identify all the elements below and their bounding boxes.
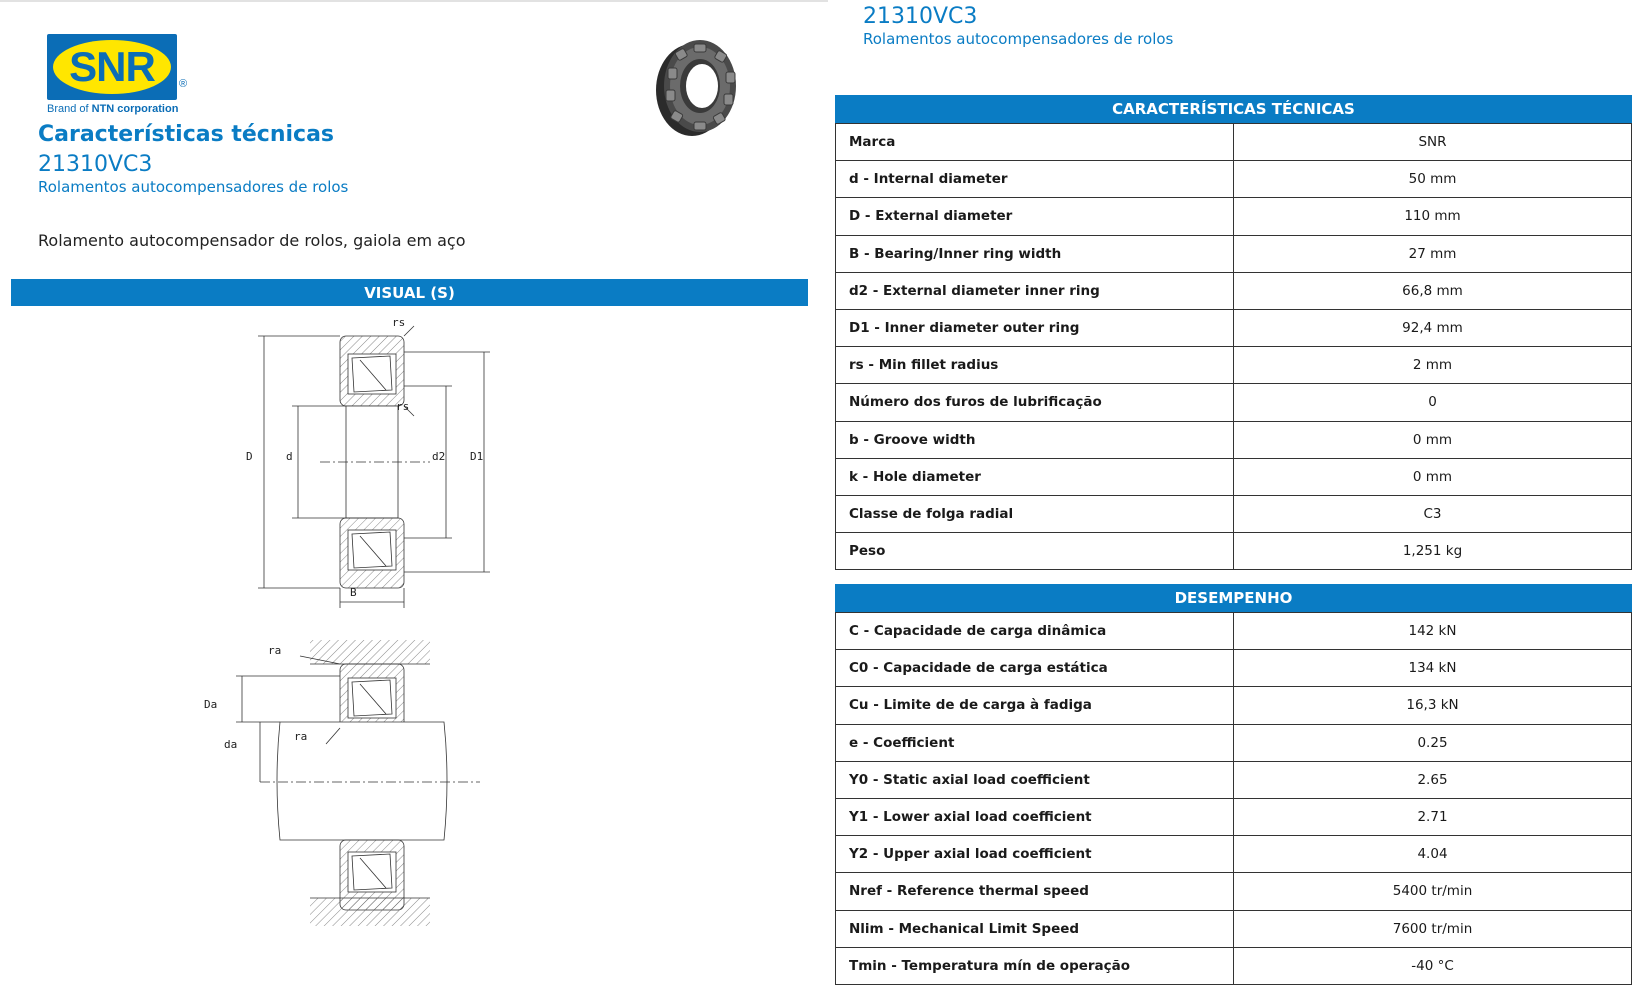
row-value: 0 (1234, 384, 1632, 421)
row-label: Tmin - Temperatura mín de operação (836, 947, 1234, 984)
product-family: Rolamentos autocompensadores de rolos (38, 178, 349, 196)
table-row (836, 384, 1632, 421)
row-label: rs - Min fillet radius (836, 347, 1234, 384)
top-divider (0, 0, 828, 2)
table-row (836, 947, 1632, 984)
label-D: D (246, 450, 253, 463)
table-row (836, 458, 1632, 495)
visual-section-header: VISUAL (S) (11, 279, 808, 306)
row-value: 7600 tr/min (1234, 910, 1632, 947)
performance-table (835, 612, 1632, 985)
row-value: 50 mm (1234, 161, 1632, 198)
product-description: Rolamento autocompensador de rolos, gaiola em aço (38, 231, 466, 250)
row-label: B - Bearing/Inner ring width (836, 235, 1234, 272)
row-label: Nlim - Mechanical Limit Speed (836, 910, 1234, 947)
snr-logo (47, 34, 195, 120)
tagline-prefix: Brand of (47, 103, 92, 115)
row-value: -40 °C (1234, 947, 1632, 984)
tagline-company: NTN corporation (91, 103, 179, 115)
label-ra-top: ra (268, 644, 282, 657)
row-label: d2 - External diameter inner ring (836, 272, 1234, 309)
row-label: D1 - Inner diameter outer ring (836, 309, 1234, 346)
label-rs-mid: rs (396, 400, 410, 413)
row-value: 2.65 (1234, 761, 1632, 798)
row-label: Cu - Limite de de carga à fadiga (836, 687, 1234, 724)
row-label: Y0 - Static axial load coefficient (836, 761, 1234, 798)
row-label: k - Hole diameter (836, 458, 1234, 495)
label-ra-bottom: ra (294, 730, 308, 743)
table-row (836, 873, 1632, 910)
table-row (836, 613, 1632, 650)
table-row (836, 724, 1632, 761)
row-label: C - Capacidade de carga dinâmica (836, 613, 1234, 650)
row-value: 16,3 kN (1234, 687, 1632, 724)
label-da: da (224, 738, 238, 751)
label-B: B (350, 586, 357, 599)
row-label: D - External diameter (836, 198, 1234, 235)
row-value: 134 kN (1234, 650, 1632, 687)
row-value: 66,8 mm (1234, 272, 1632, 309)
table-row (836, 309, 1632, 346)
row-value: C3 (1234, 495, 1632, 532)
performance-section-header: DESEMPENHO (835, 584, 1632, 612)
label-d2: d2 (432, 450, 446, 463)
table-row (836, 495, 1632, 532)
registered-mark: ® (179, 78, 188, 90)
row-label: Marca (836, 124, 1234, 161)
row-label: Número dos furos de lubrificação (836, 384, 1234, 421)
logo-wordmark: SNR (69, 43, 155, 90)
right-product-family: Rolamentos autocompensadores de rolos (863, 30, 1174, 48)
row-label: Y1 - Lower axial load coefficient (836, 798, 1234, 835)
table-row (836, 161, 1632, 198)
row-value: 142 kN (1234, 613, 1632, 650)
row-label: d - Internal diameter (836, 161, 1234, 198)
table-row (836, 533, 1632, 570)
row-label: Nref - Reference thermal speed (836, 873, 1234, 910)
row-label: b - Groove width (836, 421, 1234, 458)
table-row (836, 421, 1632, 458)
row-value: SNR (1234, 124, 1632, 161)
logo-tagline (47, 103, 178, 115)
table-row (836, 650, 1632, 687)
row-value: 27 mm (1234, 235, 1632, 272)
row-value: 0.25 (1234, 724, 1632, 761)
table-row (836, 798, 1632, 835)
label-d: d (286, 450, 293, 463)
row-label: Y2 - Upper axial load coefficient (836, 836, 1234, 873)
technical-section-header: CARACTERÍSTICAS TÉCNICAS (835, 95, 1632, 123)
table-row (836, 124, 1632, 161)
product-code: 21310VC3 (38, 152, 153, 177)
label-D1: D1 (470, 450, 484, 463)
table-row (836, 761, 1632, 798)
row-value: 2 mm (1234, 347, 1632, 384)
row-label: Classe de folga radial (836, 495, 1234, 532)
row-value: 92,4 mm (1234, 309, 1632, 346)
row-label: e - Coefficient (836, 724, 1234, 761)
right-product-code: 21310VC3 (863, 4, 978, 29)
row-label: C0 - Capacidade de carga estática (836, 650, 1234, 687)
table-row (836, 687, 1632, 724)
label-Da: Da (204, 698, 218, 711)
row-value: 2.71 (1234, 798, 1632, 835)
table-row (836, 347, 1632, 384)
bearing-product-image (650, 34, 742, 138)
row-value: 4.04 (1234, 836, 1632, 873)
technical-table (835, 123, 1632, 570)
table-row (836, 235, 1632, 272)
table-row (836, 910, 1632, 947)
table-row (836, 836, 1632, 873)
row-value: 5400 tr/min (1234, 873, 1632, 910)
table-row (836, 198, 1632, 235)
row-value: 110 mm (1234, 198, 1632, 235)
row-value: 0 mm (1234, 458, 1632, 495)
row-value: 0 mm (1234, 421, 1632, 458)
row-label: Peso (836, 533, 1234, 570)
bearing-technical-drawing (200, 320, 500, 990)
row-value: 1,251 kg (1234, 533, 1632, 570)
page-title: Características técnicas (38, 122, 335, 147)
label-rs-top: rs (392, 320, 406, 329)
table-row (836, 272, 1632, 309)
